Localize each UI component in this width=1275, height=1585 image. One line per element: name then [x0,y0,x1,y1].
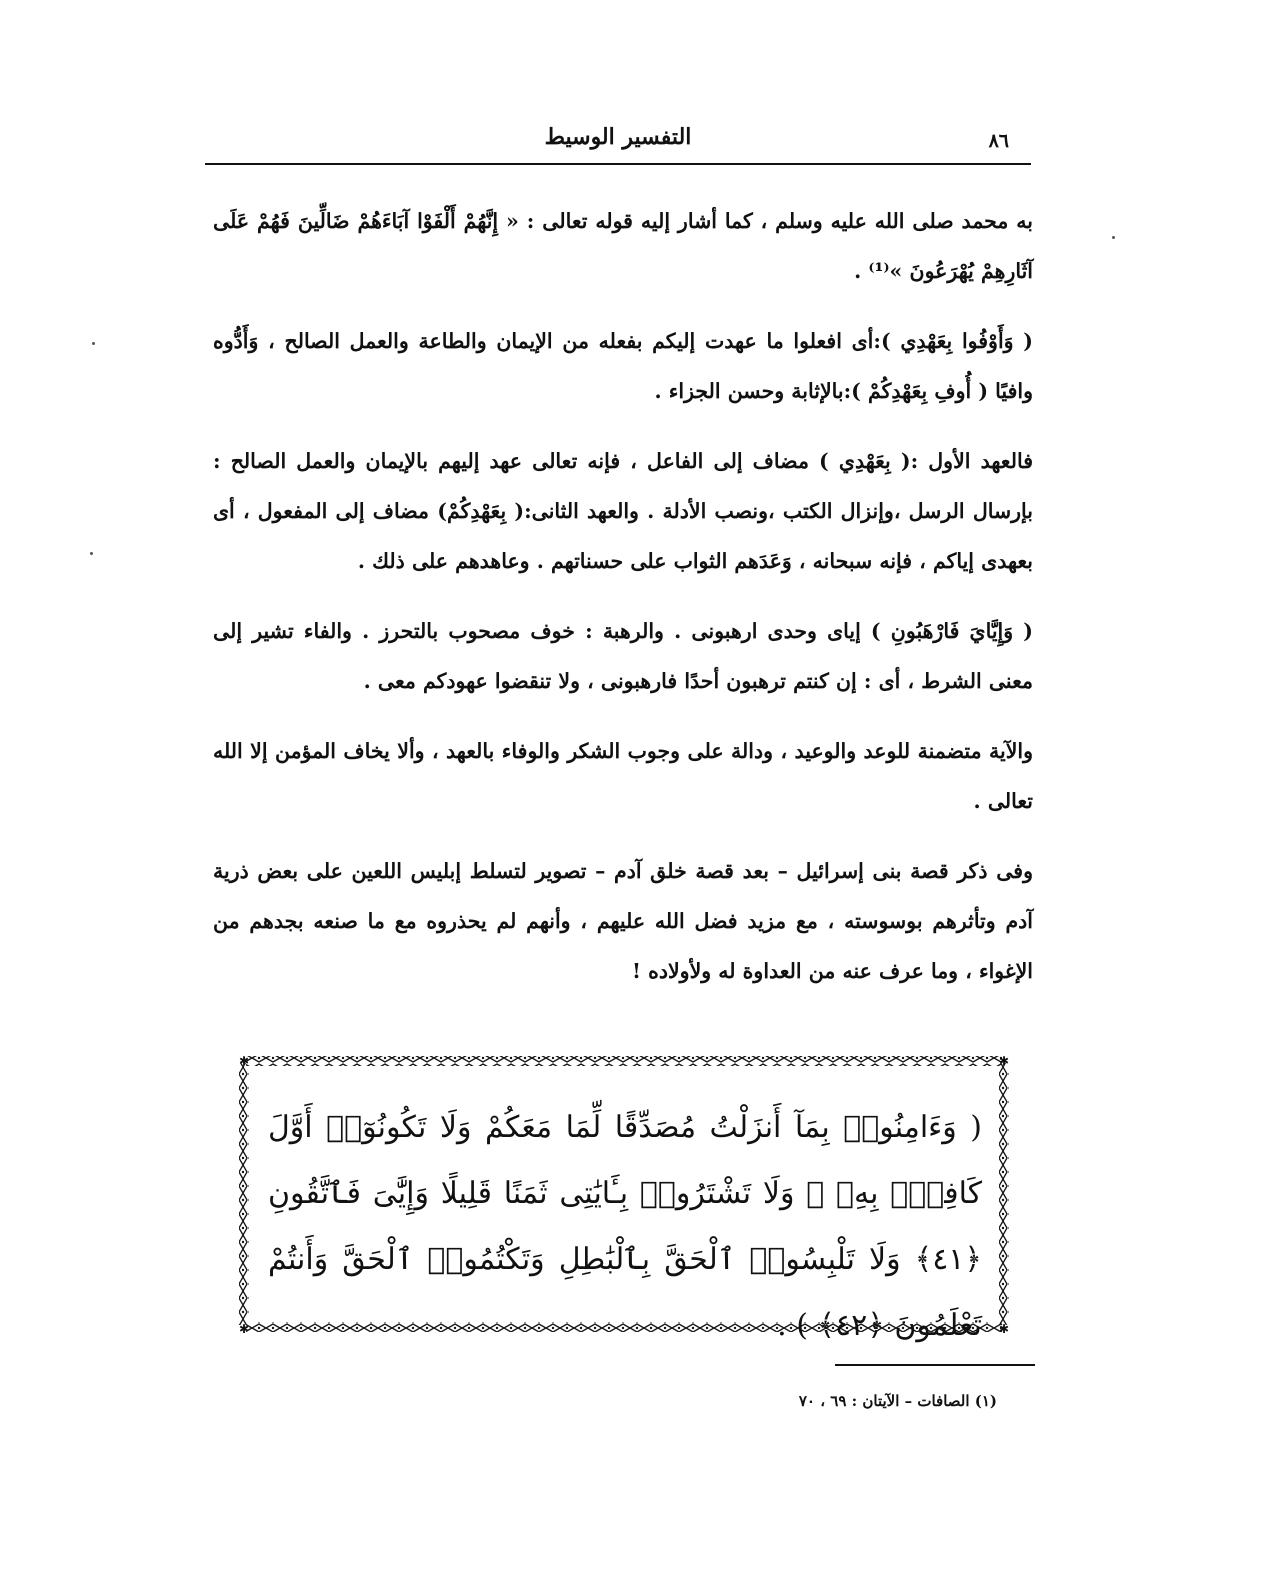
svg-text:✱: ✱ [998,1322,1010,1335]
scan-speck [92,342,95,345]
paragraph-4: ( وَإِيَّايَ فَارْهَبُونِ ) إياى وحدى ارهبونى . والرهبة : خوف مصحوب بالتحرز . والفاء تشير إلى معنى الشرط ، أى : إن كنتم ترهبون أحدًا فارهبونى ، ولا تنقضوا عهودكم معى . [213,619,1033,693]
body-text [213,196,1033,1016]
footnote: (١) الصافات – الآيتان : ٦٩ ، ٧٠ [798,1392,997,1410]
quran-verse-box [238,1053,1010,1343]
paragraph-2: ( وَأَوْفُوا بِعَهْدِي ):أى افعلوا ما عهدت إليكم بفعله من الإيمان والطاعة والعمل الصالح ، وَأَدُّوه وافيًا ( أُوفِ بِعَهْدِكُمْ ):بالإثابة وحسن الجزاء . [213,329,1033,403]
quran-verse-text: ( وَءَامِنُوا۟ بِمَآ أَنزَلْتُ مُصَدِّقًا لِّمَا مَعَكُمْ وَلَا تَكُونُوٓا۟ أَوَّلَ كَافِرٍۭ بِهِۦ ۖ وَلَا تَشْتَرُوا۟ بِـَٔايَٰتِى ثَمَنًا قَلِيلًا وَإِيَّٰىَ فَٱتَّقُونِ ﴿٤١﴾ وَلَا تَلْبِسُوا۟ ٱلْحَقَّ بِٱلْبَٰطِلِ وَتَكْتُمُوا۟ ٱلْحَقَّ وَأَنتُمْ تَعْلَمُونَ ﴿٤٢﴾ ) . [268,1110,982,1343]
paragraph-5: والآية متضمنة للوعد والوعيد ، ودالة على وجوب الشكر والوفاء بالعهد ، وألا يخاف المؤمن إلا الله تعالى . [213,739,1033,813]
svg-text:✱: ✱ [998,1054,1010,1068]
page-number: ٨٦ [988,130,1009,152]
svg-text:✱: ✱ [238,1054,250,1068]
header-divider [205,163,1031,165]
paragraph-6: وفى ذكر قصة بنى إسرائيل – بعد قصة خلق آدم – تصوير لتسلط إبليس اللعين على بعض ذرية آدم وتأثرهم بوسوسته ، مع مزيد فضل الله عليهم ، وأنهم لم يحذروه مع ما صنعه بجدهم من الإغواء ، وما عرف عنه من العداوة له ولأولاده ! [213,859,1033,983]
book-title: التفسير الوسيط [544,124,692,150]
svg-text:✱: ✱ [238,1322,250,1335]
footnote-divider [835,1364,1035,1366]
scan-speck [90,552,93,555]
page-header [205,118,1031,162]
paragraph-1: به محمد صلى الله عليه وسلم ، كما أشار إليه قوله تعالى : « إِنَّهُمْ أَلْفَوْا آبَاءَهُمْ ضَالِّينَ فَهُمْ عَلَى آثَارِهِمْ يُهْرَعُونَ »⁽¹⁾ . [213,209,1033,283]
scan-speck [1112,236,1115,239]
paragraph-3: فالعهد الأول :( بِعَهْدِي ) مضاف إلى الفاعل ، فإنه تعالى عهد إليهم بالإيمان والعمل الصالح : بإرسال الرسل ،وإنزال الكتب ،ونصب الأدلة . والعهد الثانى:( بِعَهْدِكُمْ) مضاف إلى المفعول ، أى بعهدى إياكم ، فإنه سبحانه ، وَعَدَهم الثواب على حسناتهم . وعاهدهم على ذلك . [213,449,1033,573]
